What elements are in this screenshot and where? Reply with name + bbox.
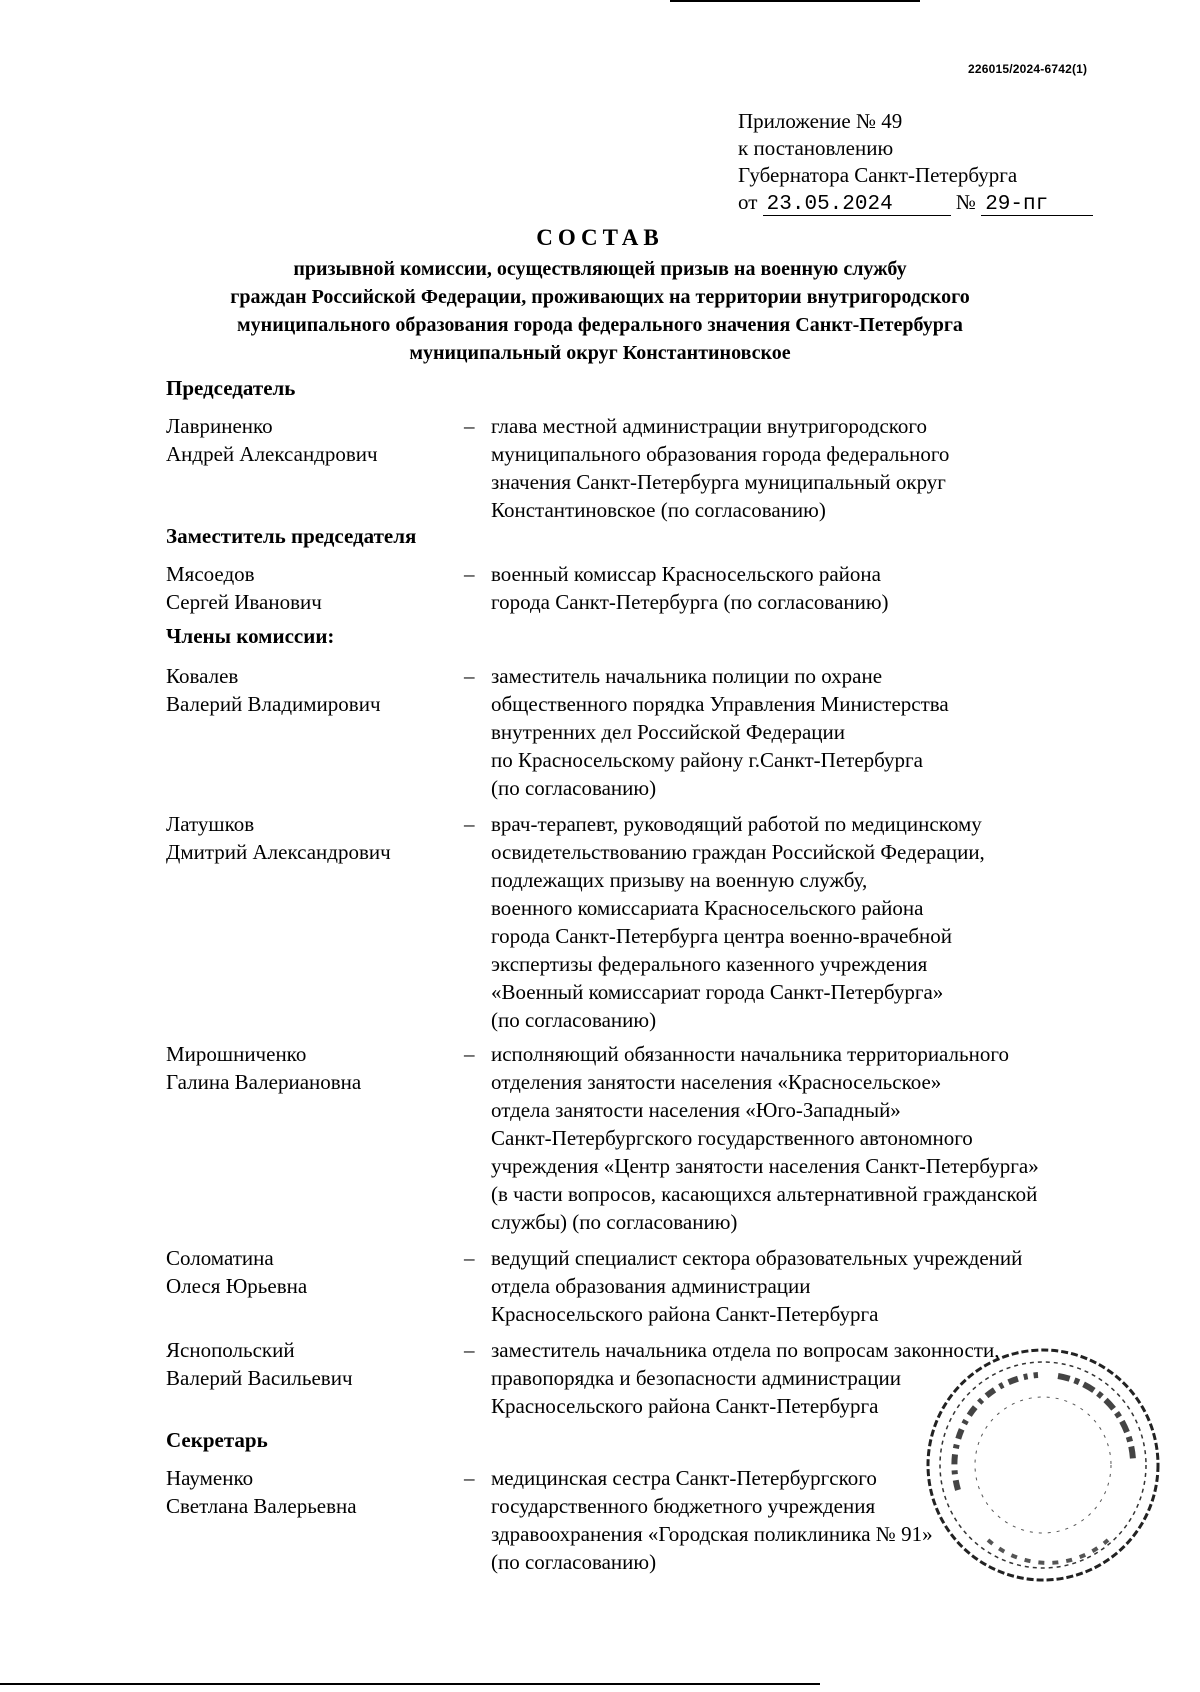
- section-deputy-chairman: Заместитель председателя: [166, 524, 417, 548]
- role-line: (в части вопросов, касающихся альтернативной гражданской: [491, 1182, 1038, 1206]
- role-line: военный комиссар Красносельского района: [491, 562, 881, 586]
- member-given-name: Валерий Васильевич: [166, 1366, 353, 1390]
- decree-date: 23.05.2024: [763, 194, 951, 216]
- member-given-name: Дмитрий Александрович: [166, 840, 391, 864]
- member-dash: –: [464, 812, 475, 836]
- member-surname: Яснопольский: [166, 1338, 295, 1362]
- role-line: по Красносельскому району г.Санкт-Петербурга: [491, 748, 923, 772]
- member-dash: –: [464, 562, 475, 586]
- member-surname: Соломатина: [166, 1246, 274, 1270]
- member-given-name: Андрей Александрович: [166, 442, 378, 466]
- member-role: [491, 1040, 1131, 1236]
- section-secretary: Секретарь: [166, 1428, 268, 1452]
- member-name: [166, 560, 456, 616]
- member-dash: –: [464, 1466, 475, 1490]
- date-prefix: от: [738, 190, 758, 214]
- member-given-name: Олеся Юрьевна: [166, 1274, 308, 1298]
- appendix-issuer: Губернатора Санкт-Петербурга: [738, 163, 1018, 187]
- role-line: отдела образования администрации: [491, 1274, 811, 1298]
- member-dash: –: [464, 414, 475, 438]
- subtitle-line: муниципальный округ Константиновское: [409, 342, 791, 364]
- role-line: государственного бюджетного учреждения: [491, 1494, 876, 1518]
- role-line: исполняющий обязанности начальника территориального: [491, 1042, 1009, 1066]
- subtitle-line: муниципального образования города федерального значения Санкт-Петербурга: [237, 314, 963, 336]
- member-surname: Мясоедов: [166, 562, 255, 586]
- member-surname: Мирошниченко: [166, 1042, 307, 1066]
- role-line: (по согласованию): [491, 1550, 657, 1574]
- section-members: Члены комиссии:: [166, 624, 335, 648]
- role-line: (по согласованию): [491, 1008, 657, 1032]
- member-dash: –: [464, 664, 475, 688]
- member-given-name: Сергей Иванович: [166, 590, 322, 614]
- section-chairman: Председатель: [166, 376, 296, 400]
- role-line: глава местной администрации внутригородского: [491, 414, 928, 438]
- member-name: [166, 1244, 456, 1300]
- member-name: [166, 810, 456, 866]
- member-given-name: Валерий Владимирович: [166, 692, 381, 716]
- member-name: [166, 412, 456, 468]
- role-line: медицинская сестра Санкт-Петербургского: [491, 1466, 877, 1490]
- document-subtitle: [0, 255, 1200, 367]
- role-line: заместитель начальника отдела по вопросам законности,: [491, 1338, 1000, 1362]
- appendix-block: [738, 108, 1093, 216]
- member-surname: Ковалев: [166, 664, 239, 688]
- role-line: «Военный комиссариат города Санкт-Петербурга»: [491, 980, 944, 1004]
- role-line: врач-терапевт, руководящий работой по медицинскому: [491, 812, 982, 836]
- role-line: города Санкт-Петербурга центра военно-врачебной: [491, 924, 953, 948]
- document-title: СОСТАВ: [536, 225, 664, 250]
- subtitle-line: призывной комиссии, осуществляющей призыв на военную службу: [293, 258, 907, 280]
- role-line: ведущий специалист сектора образовательных учреждений: [491, 1246, 1023, 1270]
- role-line: общественного порядка Управления Министерства: [491, 692, 949, 716]
- appendix-reference: к постановлению: [738, 136, 894, 160]
- role-line: внутренних дел Российской Федерации: [491, 720, 846, 744]
- appendix-date-line: [738, 189, 1093, 216]
- role-line: Красносельского района Санкт-Петербурга: [491, 1302, 879, 1326]
- member-dash: –: [464, 1246, 475, 1270]
- appendix-number: Приложение № 49: [738, 109, 903, 133]
- role-line: Константиновское (по согласованию): [491, 498, 826, 522]
- role-line: заместитель начальника полиции по охране: [491, 664, 883, 688]
- member-name: [166, 1040, 456, 1096]
- bottom-edge-line: [0, 1683, 820, 1685]
- role-line: службы) (по согласованию): [491, 1210, 738, 1234]
- subtitle-line: граждан Российской Федерации, проживающих на территории внутригородского: [230, 286, 970, 308]
- role-line: учреждения «Центр занятости населения Санкт-Петербурга»: [491, 1154, 1039, 1178]
- member-surname: Лавриненко: [166, 414, 273, 438]
- role-line: (по согласованию): [491, 776, 657, 800]
- document-number: 226015/2024-6742(1): [968, 62, 1088, 76]
- role-line: значения Санкт-Петербурга муниципальный округ: [491, 470, 946, 494]
- member-role: [491, 662, 1131, 802]
- role-line: отделения занятости населения «Красносельское»: [491, 1070, 942, 1094]
- role-line: Красносельского района Санкт-Петербурга: [491, 1394, 879, 1418]
- member-dash: –: [464, 1042, 475, 1066]
- member-name: [166, 1464, 456, 1520]
- official-seal-stamp: [918, 1340, 1168, 1590]
- member-name: [166, 1336, 456, 1392]
- member-dash: –: [464, 1338, 475, 1362]
- role-line: подлежащих призыву на военную службу,: [491, 868, 868, 892]
- member-name: [166, 662, 456, 718]
- role-line: правопорядка и безопасности администрации: [491, 1366, 901, 1390]
- role-line: города Санкт-Петербурга (по согласованию): [491, 590, 889, 614]
- decree-number: 29-пг: [981, 194, 1093, 216]
- role-line: отдела занятости населения «Юго-Западный»: [491, 1098, 901, 1122]
- member-given-name: Галина Валериановна: [166, 1070, 362, 1094]
- role-line: освидетельствованию граждан Российской Федерации,: [491, 840, 985, 864]
- number-prefix: №: [955, 190, 976, 214]
- member-role: [491, 412, 1131, 524]
- top-edge-line: [670, 0, 920, 2]
- member-role: [491, 810, 1131, 1034]
- member-role: [491, 1244, 1131, 1328]
- member-surname: Латушков: [166, 812, 255, 836]
- member-role: [491, 560, 1131, 616]
- member-surname: Науменко: [166, 1466, 254, 1490]
- role-line: военного комиссариата Красносельского района: [491, 896, 924, 920]
- member-given-name: Светлана Валерьевна: [166, 1494, 357, 1518]
- role-line: муниципального образования города федерального: [491, 442, 950, 466]
- role-line: здравоохранения «Городская поликлиника № 91»: [491, 1522, 933, 1546]
- role-line: экспертизы федерального казенного учреждения: [491, 952, 928, 976]
- role-line: Санкт-Петербургского государственного автономного: [491, 1126, 973, 1150]
